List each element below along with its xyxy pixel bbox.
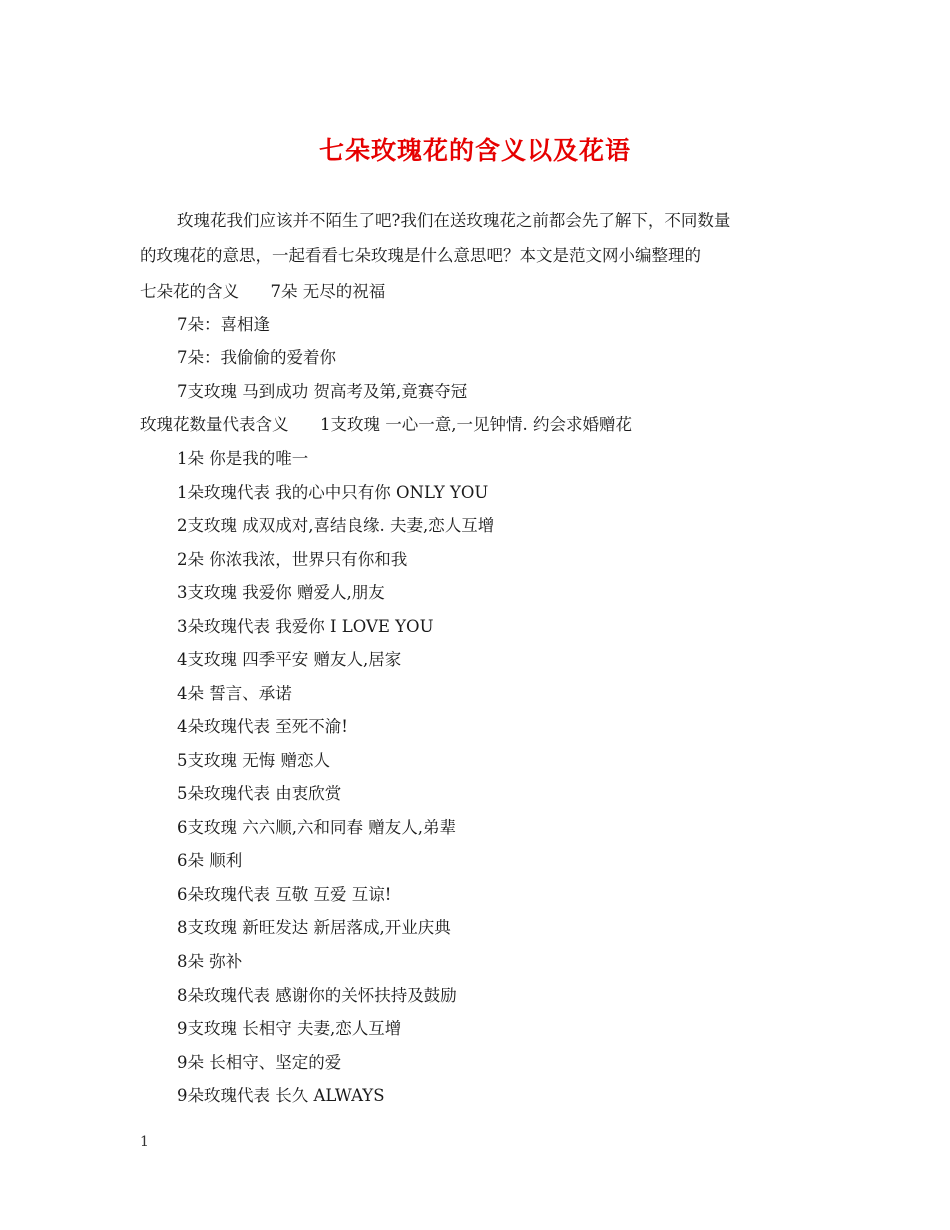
- intro-paragraph-line-2: 的玫瑰花的意思，一起看看七朵玫瑰是什么意思吧？本文是范文网小编整理的: [140, 246, 701, 265]
- list-item: 2支玫瑰 成双成对,喜结良缘. 夫妻,恋人互增: [177, 516, 495, 535]
- list-item: 9支玫瑰 长相守 夫妻,恋人互增: [177, 1019, 402, 1038]
- section-heading-seven-roses: 七朵花的含义 7朵 无尽的祝福: [140, 282, 386, 301]
- list-item: 3支玫瑰 我爱你 赠爱人,朋友: [177, 583, 385, 602]
- list-item: 6朵玫瑰代表 互敬 互爱 互谅!: [177, 885, 392, 904]
- list-item: 5朵玫瑰代表 由衷欣赏: [177, 784, 342, 803]
- list-item: 7朵：喜相逢: [177, 315, 270, 334]
- list-item: 8朵玫瑰代表 感谢你的关怀扶持及鼓励: [177, 986, 457, 1005]
- list-item: 1朵玫瑰代表 我的心中只有你 ONLY YOU: [177, 483, 489, 502]
- list-item: 6朵 顺利: [177, 851, 243, 870]
- list-item: 1朵 你是我的唯一: [177, 449, 309, 468]
- list-item: 7朵：我偷偷的爱着你: [177, 348, 336, 367]
- list-item: 4朵玫瑰代表 至死不渝!: [177, 717, 348, 736]
- document-title: 七朵玫瑰花的含义以及花语: [318, 136, 631, 165]
- page-number: 1: [140, 1134, 149, 1150]
- list-item: 9朵玫瑰代表 长久 ALWAYS: [177, 1086, 385, 1105]
- list-item: 6支玫瑰 六六顺,六和同春 赠友人,弟辈: [177, 818, 456, 837]
- list-item: 5支玫瑰 无悔 赠恋人: [177, 751, 330, 770]
- list-item: 4支玫瑰 四季平安 赠友人,居家: [177, 650, 402, 669]
- list-item: 8朵 弥补: [177, 952, 243, 971]
- list-item: 7支玫瑰 马到成功 贺高考及第,竟赛夺冠: [177, 382, 468, 401]
- intro-paragraph-line-1: 玫瑰花我们应该并不陌生了吧?我们在送玫瑰花之前都会先了解下，不同数量: [177, 211, 731, 230]
- list-item: 3朵玫瑰代表 我爱你 I LOVE YOU: [177, 617, 434, 636]
- section-heading-rose-counts: 玫瑰花数量代表含义 1支玫瑰 一心一意,一见钟情. 约会求婚赠花: [140, 415, 632, 434]
- list-item: 4朵 誓言、承诺: [177, 684, 292, 703]
- list-item: 2朵 你浓我浓，世界只有你和我: [177, 550, 408, 569]
- list-item: 8支玫瑰 新旺发达 新居落成,开业庆典: [177, 918, 451, 937]
- list-item: 9朵 长相守、坚定的爱: [177, 1053, 342, 1072]
